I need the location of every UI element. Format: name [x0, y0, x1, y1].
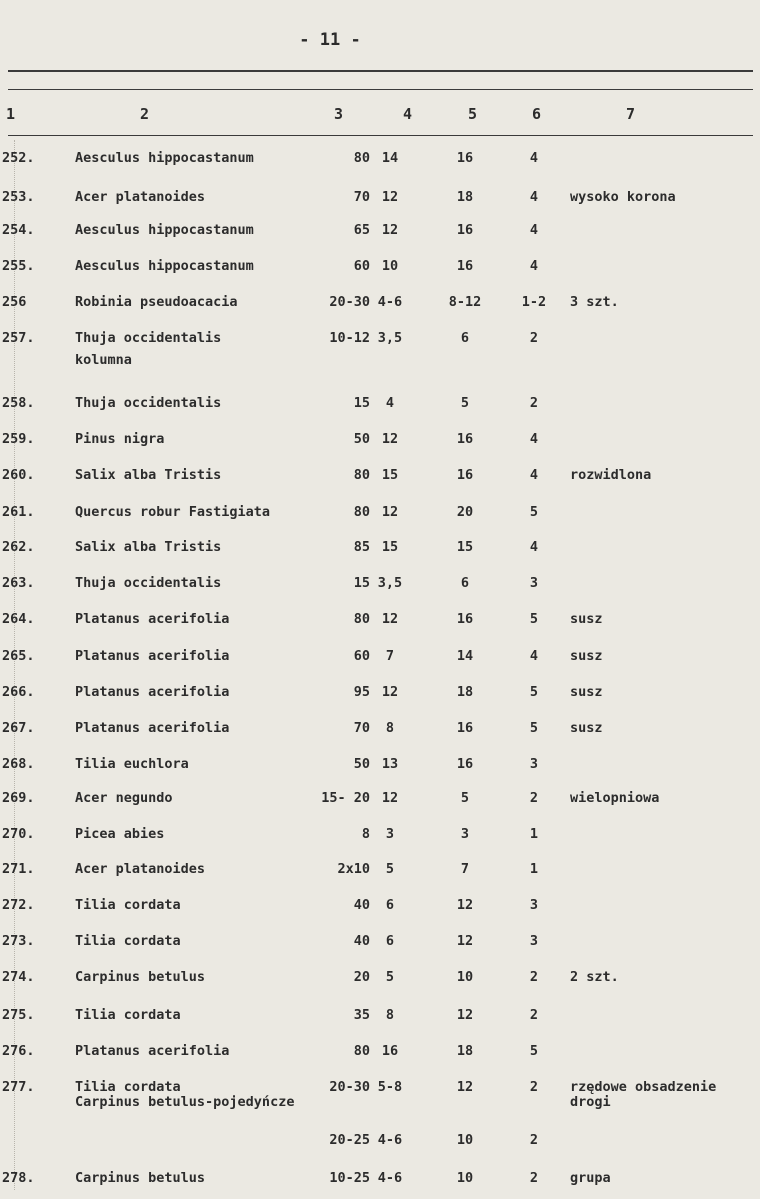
- cell-c4: 13: [381, 756, 399, 772]
- cell-c3: 10-25: [329, 1170, 370, 1186]
- cell-c4: 4-6: [377, 1170, 403, 1186]
- cell-c4: 8: [385, 720, 395, 736]
- cell-species: Tilia cordata: [75, 933, 181, 949]
- header-rule-bottom: [8, 135, 753, 136]
- cell-c6: 1: [529, 826, 539, 842]
- table-row: [0, 431, 760, 453]
- table-row: [0, 504, 760, 526]
- cell-number: 265.: [2, 648, 35, 664]
- cell-note: rozwidlona: [570, 467, 652, 483]
- cell-c3: 20-30: [329, 294, 370, 310]
- cell-c6: 5: [529, 611, 539, 627]
- cell-c5: 12: [456, 1079, 474, 1095]
- cell-number: 275.: [2, 1007, 35, 1023]
- cell-c4: 12: [381, 790, 399, 806]
- cell-number: 269.: [2, 790, 35, 806]
- continuation-species: Carpinus betulus-pojedyńcze: [75, 1094, 295, 1110]
- cell-note: wielopniowa: [570, 790, 660, 806]
- cell-c5: 10: [456, 1132, 474, 1148]
- cell-number: 252.: [2, 150, 35, 166]
- cell-c4: 4-6: [377, 1132, 403, 1148]
- cell-c5: 10: [456, 969, 474, 985]
- page-number: - 11 -: [299, 30, 361, 50]
- cell-species: Platanus acerifolia: [75, 1043, 230, 1059]
- cell-c5: 12: [456, 897, 474, 913]
- cell-number: 267.: [2, 720, 35, 736]
- table-row: [0, 611, 760, 633]
- cell-c4: 5: [385, 969, 395, 985]
- cell-c6: 3: [529, 575, 539, 591]
- cell-species: Aesculus hippocastanum: [75, 150, 254, 166]
- table-row: [0, 467, 760, 489]
- table-row: [0, 330, 760, 368]
- cell-note: susz: [570, 648, 603, 664]
- cell-c5: 16: [456, 431, 474, 447]
- cell-c5: 16: [456, 756, 474, 772]
- cell-species: Tilia cordata: [75, 897, 181, 913]
- cell-c4: 12: [381, 684, 399, 700]
- cell-c6: 2: [529, 1079, 539, 1095]
- cell-species: Platanus acerifolia: [75, 611, 230, 627]
- cell-note: wysoko korona: [570, 189, 676, 205]
- cell-c3: 20-25: [329, 1132, 370, 1148]
- cell-c4: 8: [385, 1007, 395, 1023]
- cell-number: 262.: [2, 539, 35, 555]
- cell-c5: 16: [456, 150, 474, 166]
- table-row: [0, 222, 760, 244]
- cell-c3: 8: [361, 826, 370, 842]
- cell-species: Aesculus hippocastanum: [75, 222, 254, 238]
- cell-c3: 50: [353, 756, 370, 772]
- table-row-last: [0, 1170, 760, 1192]
- cell-note: susz: [570, 720, 603, 736]
- cell-c5: 18: [456, 1043, 474, 1059]
- cell-c3: 20-30: [329, 1079, 370, 1095]
- cell-number: 256: [2, 294, 27, 310]
- continuation-note: drogi: [570, 1094, 611, 1110]
- cell-species: Tilia cordata: [75, 1079, 181, 1095]
- cell-c6: 1-2: [521, 294, 547, 310]
- cell-species: Carpinus betulus: [75, 969, 206, 985]
- cell-c3: 50: [353, 431, 370, 447]
- cell-number: 257.: [2, 330, 35, 346]
- continuation-values-row: [0, 1132, 760, 1154]
- cell-c3: 70: [353, 189, 370, 205]
- table-row: [0, 1007, 760, 1029]
- cell-number: 259.: [2, 431, 35, 447]
- cell-c5: 16: [456, 611, 474, 627]
- cell-c6: 4: [529, 648, 539, 664]
- cell-species: Tilia euchlora: [75, 756, 189, 772]
- cell-c3: 80: [353, 150, 370, 166]
- cell-c4: 12: [381, 504, 399, 520]
- cell-c5: 16: [456, 222, 474, 238]
- cell-c3: 60: [353, 648, 370, 664]
- cell-c6: 4: [529, 258, 539, 274]
- cell-c3: 85: [353, 539, 370, 555]
- cell-c6: 2: [529, 1170, 539, 1186]
- cell-number: 255.: [2, 258, 35, 274]
- table-row: [0, 258, 760, 280]
- cell-c5: 6: [460, 330, 470, 346]
- table-row: [0, 648, 760, 670]
- table-row: [0, 720, 760, 742]
- col-header-3: 3: [334, 105, 344, 123]
- cell-species: Thuja occidentalis: [75, 330, 222, 346]
- cell-species: Pinus nigra: [75, 431, 165, 447]
- cell-species: Thuja occidentalis: [75, 575, 222, 591]
- cell-species: Platanus acerifolia: [75, 684, 230, 700]
- cell-c4: 7: [385, 648, 395, 664]
- cell-c4: 3: [385, 826, 395, 842]
- cell-c5: 20: [456, 504, 474, 520]
- cell-note: 3 szt.: [570, 294, 619, 310]
- cell-number: 274.: [2, 969, 35, 985]
- cell-c4: 12: [381, 222, 399, 238]
- cell-number: 264.: [2, 611, 35, 627]
- cell-species-cont: kolumna: [75, 352, 132, 368]
- cell-c3: 40: [353, 933, 370, 949]
- cell-c3: 80: [353, 611, 370, 627]
- cell-c5: 10: [456, 1170, 474, 1186]
- cell-c4: 3,5: [377, 575, 403, 591]
- table-row: [0, 575, 760, 597]
- header-rule-top: [8, 70, 753, 72]
- cell-c6: 4: [529, 431, 539, 447]
- cell-number: 253.: [2, 189, 35, 205]
- table-row: [0, 150, 760, 172]
- cell-species: Aesculus hippocastanum: [75, 258, 254, 274]
- cell-number: 272.: [2, 897, 35, 913]
- cell-number: 276.: [2, 1043, 35, 1059]
- cell-species: Quercus robur Fastigiata: [75, 504, 271, 520]
- cell-c6: 2: [529, 330, 539, 346]
- cell-species: Thuja occidentalis: [75, 395, 222, 411]
- cell-species: Acer platanoides: [75, 189, 206, 205]
- cell-c6: 4: [529, 467, 539, 483]
- cell-note: 2 szt.: [570, 969, 619, 985]
- col-header-6: 6: [532, 105, 542, 123]
- cell-number: 271.: [2, 861, 35, 877]
- table-row: [0, 539, 760, 561]
- cell-c5: 15: [456, 539, 474, 555]
- cell-c3: 10-12: [329, 330, 370, 346]
- cell-c6: 5: [529, 720, 539, 736]
- cell-c3: 15: [353, 575, 370, 591]
- cell-c6: 4: [529, 222, 539, 238]
- cell-species: Platanus acerifolia: [75, 648, 230, 664]
- table-row: [0, 826, 760, 848]
- cell-species: Picea abies: [75, 826, 165, 842]
- table-row: [0, 294, 760, 316]
- cell-c6: 4: [529, 189, 539, 205]
- cell-note: susz: [570, 611, 603, 627]
- cell-c6: 3: [529, 897, 539, 913]
- col-header-1: 1: [6, 105, 16, 123]
- cell-c6: 3: [529, 933, 539, 949]
- cell-number: 263.: [2, 575, 35, 591]
- cell-c3: 65: [353, 222, 370, 238]
- cell-species: Salix alba Tristis: [75, 467, 222, 483]
- cell-c3: 20: [353, 969, 370, 985]
- cell-c4: 6: [385, 897, 395, 913]
- cell-c6: 4: [529, 539, 539, 555]
- cell-number: 273.: [2, 933, 35, 949]
- cell-number: 268.: [2, 756, 35, 772]
- cell-species: Acer platanoides: [75, 861, 206, 877]
- col-header-4: 4: [403, 105, 413, 123]
- cell-note: grupa: [570, 1170, 611, 1186]
- table-row: [0, 756, 760, 778]
- cell-number: 277.: [2, 1079, 35, 1095]
- cell-species: Acer negundo: [75, 790, 173, 806]
- table-row: [0, 684, 760, 706]
- cell-c6: 5: [529, 684, 539, 700]
- cell-c5: 16: [456, 720, 474, 736]
- cell-c4: 12: [381, 611, 399, 627]
- cell-c5: 8-12: [448, 294, 482, 310]
- cell-c4: 3,5: [377, 330, 403, 346]
- cell-c5: 18: [456, 684, 474, 700]
- cell-c4: 14: [381, 150, 399, 166]
- table-row: [0, 933, 760, 955]
- cell-c3: 70: [353, 720, 370, 736]
- cell-species: Carpinus betulus: [75, 1170, 206, 1186]
- cell-number: 270.: [2, 826, 35, 842]
- cell-c5: 6: [460, 575, 470, 591]
- cell-note: rzędowe obsadzenie: [570, 1079, 717, 1095]
- cell-c3: 40: [353, 897, 370, 913]
- continuation-note-row: [0, 1094, 760, 1116]
- cell-c3: 95: [353, 684, 370, 700]
- cell-c6: 5: [529, 504, 539, 520]
- cell-c3: 15: [353, 395, 370, 411]
- table-row: [0, 861, 760, 883]
- header-rule-thin: [8, 89, 753, 90]
- cell-c4: 15: [381, 467, 399, 483]
- cell-c4: 6: [385, 933, 395, 949]
- cell-species: Robinia pseudoacacia: [75, 294, 238, 310]
- col-header-5: 5: [468, 105, 478, 123]
- cell-c5: 14: [456, 648, 474, 664]
- table-row: [0, 395, 760, 417]
- cell-species: Tilia cordata: [75, 1007, 181, 1023]
- cell-c5: 12: [456, 933, 474, 949]
- cell-species: Salix alba Tristis: [75, 539, 222, 555]
- cell-number: 261.: [2, 504, 35, 520]
- table-row: [0, 790, 760, 812]
- cell-c6: 2: [529, 790, 539, 806]
- table-row: [0, 189, 760, 211]
- cell-c4: 12: [381, 431, 399, 447]
- cell-c5: 18: [456, 189, 474, 205]
- cell-c5: 3: [460, 826, 470, 842]
- cell-c4: 5: [385, 861, 395, 877]
- cell-c4: 12: [381, 189, 399, 205]
- col-header-7: 7: [626, 105, 636, 123]
- cell-number: 260.: [2, 467, 35, 483]
- cell-c3: 80: [353, 467, 370, 483]
- cell-c3: 60: [353, 258, 370, 274]
- cell-c3: 80: [353, 1043, 370, 1059]
- cell-c6: 2: [529, 1007, 539, 1023]
- cell-c4: 10: [381, 258, 399, 274]
- cell-number: 266.: [2, 684, 35, 700]
- table-row: [0, 897, 760, 919]
- cell-c3: 80: [353, 504, 370, 520]
- cell-c4: 4: [385, 395, 395, 411]
- cell-c6: 1: [529, 861, 539, 877]
- cell-c5: 5: [460, 790, 470, 806]
- cell-number: 254.: [2, 222, 35, 238]
- cell-c3: 2x10: [337, 861, 370, 877]
- cell-number: 258.: [2, 395, 35, 411]
- cell-c4: 16: [381, 1043, 399, 1059]
- cell-c3: 35: [353, 1007, 370, 1023]
- cell-species: Platanus acerifolia: [75, 720, 230, 736]
- cell-c5: 7: [460, 861, 470, 877]
- cell-c6: 2: [529, 1132, 539, 1148]
- cell-c4: 5-8: [377, 1079, 403, 1095]
- cell-number: 278.: [2, 1170, 35, 1186]
- cell-c6: 5: [529, 1043, 539, 1059]
- cell-c4: 4-6: [377, 294, 403, 310]
- cell-c5: 12: [456, 1007, 474, 1023]
- cell-note: susz: [570, 684, 603, 700]
- cell-c4: 15: [381, 539, 399, 555]
- cell-c5: 16: [456, 467, 474, 483]
- cell-c6: 2: [529, 969, 539, 985]
- cell-c3: 15- 20: [321, 790, 370, 806]
- cell-c5: 5: [460, 395, 470, 411]
- table-row: [0, 1043, 760, 1065]
- cell-c5: 16: [456, 258, 474, 274]
- cell-c6: 3: [529, 756, 539, 772]
- cell-c6: 4: [529, 150, 539, 166]
- table-row: [0, 969, 760, 991]
- col-header-2: 2: [140, 105, 150, 123]
- cell-c6: 2: [529, 395, 539, 411]
